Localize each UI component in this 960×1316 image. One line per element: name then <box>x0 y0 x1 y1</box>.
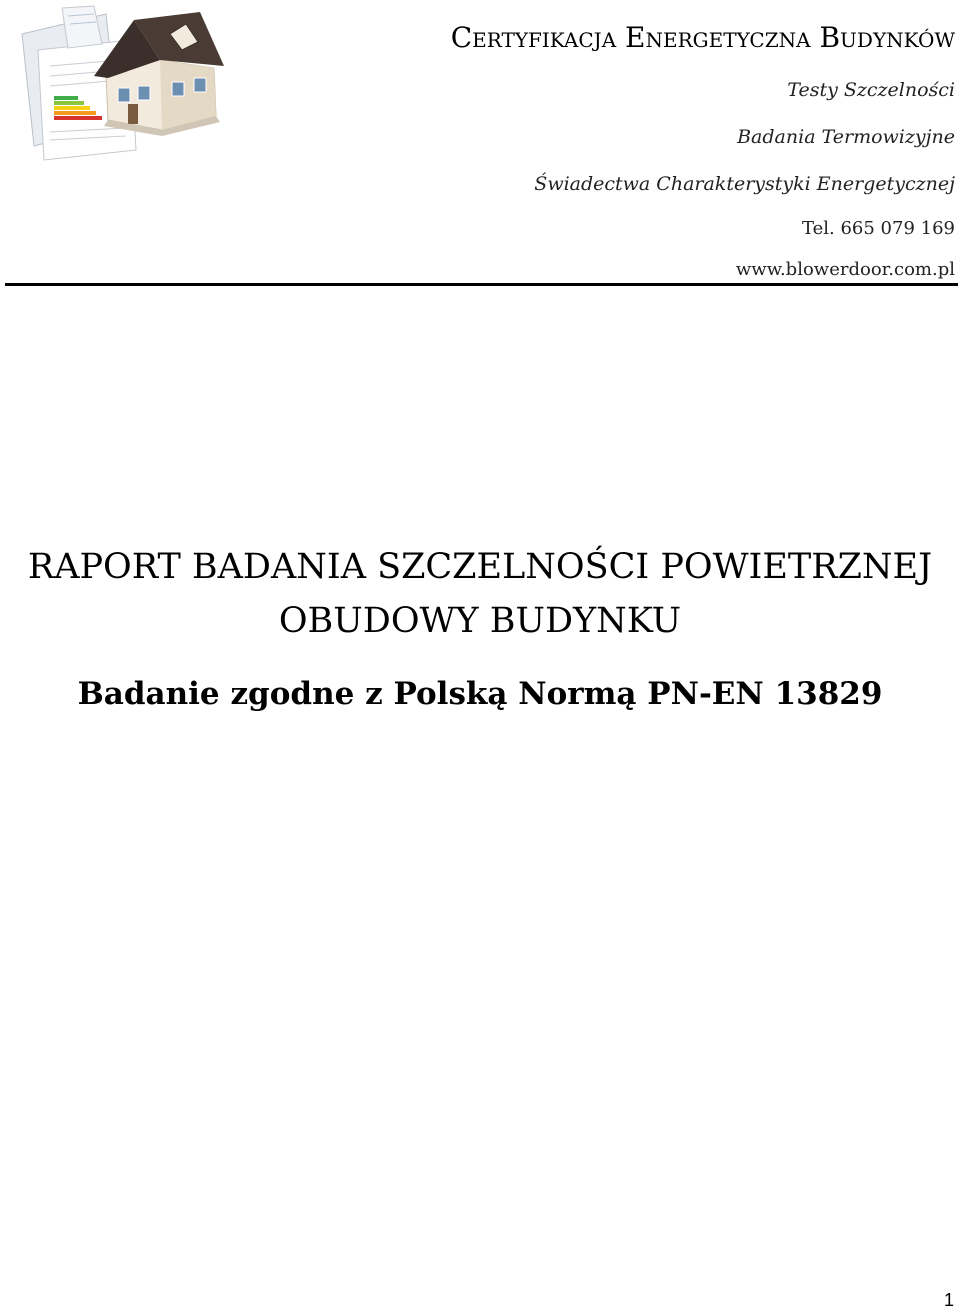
service-thermography: Badania Termowizyjne <box>737 126 955 148</box>
report-title <box>0 540 960 648</box>
page-number: 1 <box>943 1290 954 1310</box>
service-air-tightness: Testy Szczelności <box>787 79 955 101</box>
service-energy-certificates: Świadectwa Charakterystyki Energetycznej <box>534 173 955 195</box>
house-graphic <box>94 12 224 136</box>
report-subtitle: Badanie zgodne z Polską Normą PN-EN 13829 <box>77 676 883 712</box>
phone-number: Tel. 665 079 169 <box>802 218 955 239</box>
house-energy-certificate-logo <box>10 4 232 164</box>
report-title-line-2: OBUDOWY BUDYNKU <box>278 601 682 641</box>
report-title-line-1: RAPORT BADANIA SZCZELNOŚCI POWIETRZNEJ <box>27 547 933 587</box>
company-name: Certyfikacja Energetyczna Budynków <box>450 21 955 54</box>
header-divider <box>5 283 958 286</box>
website-link[interactable]: www.blowerdoor.com.pl <box>735 259 955 280</box>
letterhead <box>0 0 960 290</box>
